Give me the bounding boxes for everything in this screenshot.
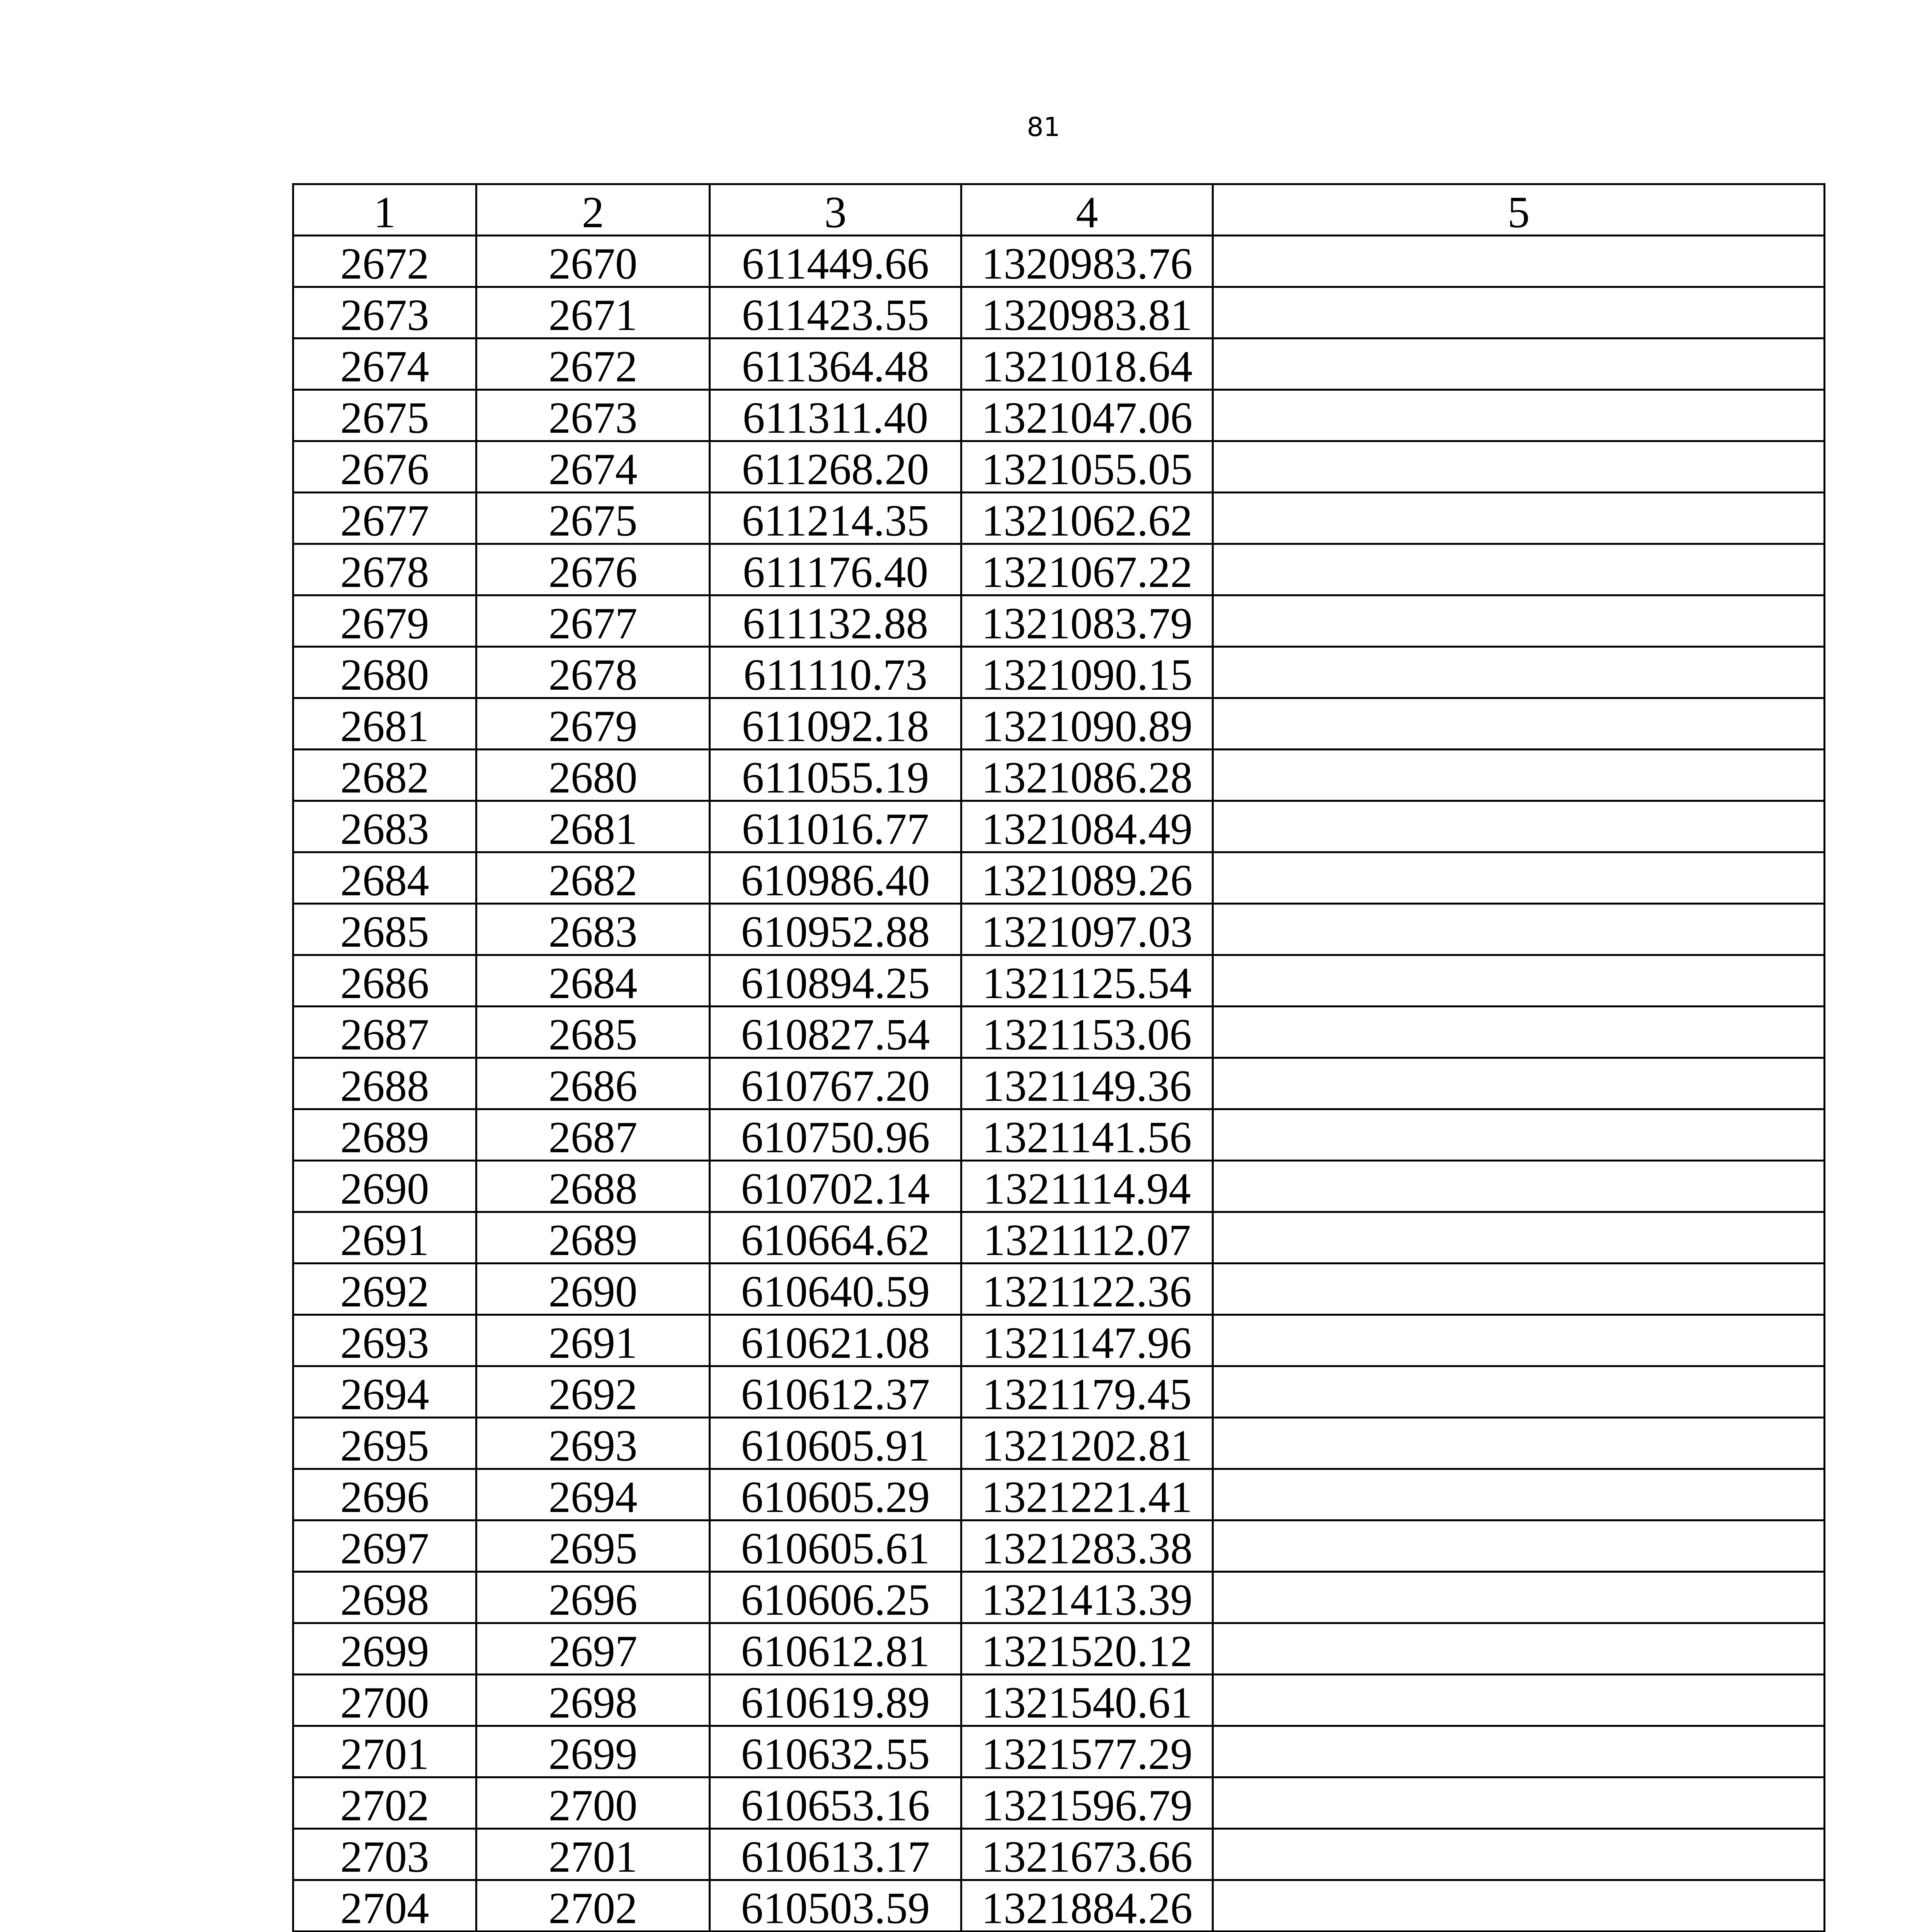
table-cell	[1213, 1726, 1825, 1777]
table-body	[293, 236, 1825, 1932]
table-cell: 2691	[293, 1212, 476, 1264]
table-cell	[1213, 1161, 1825, 1212]
table-row	[293, 750, 1825, 801]
table-cell: 1321413.39	[961, 1572, 1213, 1623]
table-cell: 2673	[293, 287, 476, 338]
table-cell: 2674	[293, 338, 476, 390]
table-cell: 610605.91	[710, 1418, 961, 1469]
table-row	[293, 1109, 1825, 1161]
table-cell: 1321090.89	[961, 698, 1213, 750]
table-cell	[1213, 904, 1825, 955]
table-cell: 1321086.28	[961, 750, 1213, 801]
table-row	[293, 1264, 1825, 1315]
table-row	[293, 1829, 1825, 1880]
table-cell: 610952.88	[710, 904, 961, 955]
table-cell	[1213, 698, 1825, 750]
table-row	[293, 236, 1825, 287]
table-cell: 2695	[476, 1520, 710, 1572]
table-cell	[1213, 595, 1825, 647]
table-cell: 2679	[293, 595, 476, 647]
table-cell: 610612.81	[710, 1623, 961, 1675]
table-cell	[1213, 1675, 1825, 1726]
table-cell: 2701	[476, 1829, 710, 1880]
table-cell: 2672	[476, 338, 710, 390]
table-cell: 2680	[476, 750, 710, 801]
table-cell: 1321114.94	[961, 1161, 1213, 1212]
table-row	[293, 390, 1825, 441]
table-cell: 610653.16	[710, 1777, 961, 1829]
table-cell: 1321018.64	[961, 338, 1213, 390]
table-cell: 2702	[476, 1880, 710, 1932]
table-cell: 2676	[293, 441, 476, 493]
column-header-1: 1	[293, 184, 476, 236]
table-cell: 1321221.41	[961, 1469, 1213, 1520]
table-cell: 611055.19	[710, 750, 961, 801]
table-cell: 610664.62	[710, 1212, 961, 1264]
column-header-3: 3	[710, 184, 961, 236]
table-cell: 2690	[293, 1161, 476, 1212]
table-cell	[1213, 1315, 1825, 1366]
table-row	[293, 493, 1825, 544]
table-cell: 610605.29	[710, 1469, 961, 1520]
table-cell	[1213, 338, 1825, 390]
table-cell	[1213, 1418, 1825, 1469]
table-cell: 611016.77	[710, 801, 961, 852]
table-cell: 2692	[293, 1264, 476, 1315]
column-header-2: 2	[476, 184, 710, 236]
table-row	[293, 904, 1825, 955]
table-cell: 2682	[476, 852, 710, 904]
table-cell: 2700	[293, 1675, 476, 1726]
table-row	[293, 1418, 1825, 1469]
table-cell: 610632.55	[710, 1726, 961, 1777]
table-cell: 610827.54	[710, 1007, 961, 1058]
table-cell: 2679	[476, 698, 710, 750]
table-cell: 610894.25	[710, 955, 961, 1007]
table-cell: 2691	[476, 1315, 710, 1366]
table-cell: 1321125.54	[961, 955, 1213, 1007]
table-cell: 611449.66	[710, 236, 961, 287]
table-cell: 611311.40	[710, 390, 961, 441]
table-cell: 1321097.03	[961, 904, 1213, 955]
table-row	[293, 1572, 1825, 1623]
table-cell: 2688	[293, 1058, 476, 1109]
table-row	[293, 1520, 1825, 1572]
table-cell: 2677	[476, 595, 710, 647]
table-cell	[1213, 1829, 1825, 1880]
table-cell: 2676	[476, 544, 710, 595]
table-cell	[1213, 1366, 1825, 1418]
table-row	[293, 852, 1825, 904]
table-cell: 610767.20	[710, 1058, 961, 1109]
table-cell	[1213, 801, 1825, 852]
table-row	[293, 441, 1825, 493]
table-cell: 1321577.29	[961, 1726, 1213, 1777]
table-cell: 2694	[293, 1366, 476, 1418]
table-cell: 1321141.56	[961, 1109, 1213, 1161]
table-row	[293, 1623, 1825, 1675]
table-cell: 1321596.79	[961, 1777, 1213, 1829]
table-cell	[1213, 1777, 1825, 1829]
table-cell: 2700	[476, 1777, 710, 1829]
table-cell: 611132.88	[710, 595, 961, 647]
table-cell: 1321047.06	[961, 390, 1213, 441]
table-cell: 2692	[476, 1366, 710, 1418]
table-cell: 2674	[476, 441, 710, 493]
table-cell: 1321149.36	[961, 1058, 1213, 1109]
table-cell: 2697	[476, 1623, 710, 1675]
table-row	[293, 801, 1825, 852]
table-row	[293, 1315, 1825, 1366]
table-cell: 1321540.61	[961, 1675, 1213, 1726]
table-row	[293, 647, 1825, 698]
table-cell: 1321067.22	[961, 544, 1213, 595]
table-row	[293, 1469, 1825, 1520]
table-cell: 610503.59	[710, 1880, 961, 1932]
table-cell: 1321112.07	[961, 1212, 1213, 1264]
table-cell: 2680	[293, 647, 476, 698]
table-cell: 2671	[476, 287, 710, 338]
table-cell: 611268.20	[710, 441, 961, 493]
table-row	[293, 1212, 1825, 1264]
table-cell: 2682	[293, 750, 476, 801]
table-cell: 2678	[293, 544, 476, 595]
column-header-4: 4	[961, 184, 1213, 236]
table-cell: 1320983.81	[961, 287, 1213, 338]
table-cell: 2681	[476, 801, 710, 852]
table-cell: 1321520.12	[961, 1623, 1213, 1675]
table-cell: 610605.61	[710, 1520, 961, 1572]
table-row	[293, 1161, 1825, 1212]
table-row	[293, 338, 1825, 390]
table-cell: 2688	[476, 1161, 710, 1212]
table-cell: 2693	[293, 1315, 476, 1366]
coordinates-table	[292, 183, 1825, 1932]
table-cell: 1321122.36	[961, 1264, 1213, 1315]
table-cell	[1213, 493, 1825, 544]
table-row	[293, 955, 1825, 1007]
table-cell: 2698	[476, 1675, 710, 1726]
table-cell: 610613.17	[710, 1829, 961, 1880]
table-cell: 610702.14	[710, 1161, 961, 1212]
table-cell: 610621.08	[710, 1315, 961, 1366]
table-row	[293, 287, 1825, 338]
table-cell: 2687	[293, 1007, 476, 1058]
table-cell: 2696	[293, 1469, 476, 1520]
table-cell: 2690	[476, 1264, 710, 1315]
table-cell: 1321089.26	[961, 852, 1213, 904]
table-cell: 2699	[476, 1726, 710, 1777]
table-cell	[1213, 1264, 1825, 1315]
table-cell: 2701	[293, 1726, 476, 1777]
column-header-5: 5	[1213, 184, 1825, 236]
table-cell	[1213, 1058, 1825, 1109]
table-cell	[1213, 544, 1825, 595]
table-cell: 2673	[476, 390, 710, 441]
table-cell: 2704	[293, 1880, 476, 1932]
table-cell: 2693	[476, 1418, 710, 1469]
table-cell: 1321153.06	[961, 1007, 1213, 1058]
table-row	[293, 698, 1825, 750]
table-cell	[1213, 1572, 1825, 1623]
table-cell: 2684	[476, 955, 710, 1007]
table-cell	[1213, 647, 1825, 698]
table-cell: 2687	[476, 1109, 710, 1161]
table-cell: 2698	[293, 1572, 476, 1623]
table-cell: 611176.40	[710, 544, 961, 595]
table-cell: 2689	[293, 1109, 476, 1161]
page-number: 81	[1027, 112, 1060, 143]
table-cell: 2681	[293, 698, 476, 750]
table-cell: 2675	[476, 493, 710, 544]
table-cell: 2678	[476, 647, 710, 698]
table-cell: 2675	[293, 390, 476, 441]
table-cell: 1321090.15	[961, 647, 1213, 698]
table-cell	[1213, 441, 1825, 493]
table-cell	[1213, 1109, 1825, 1161]
table-cell	[1213, 1520, 1825, 1572]
table-cell: 2685	[293, 904, 476, 955]
table-cell: 2684	[293, 852, 476, 904]
table-row	[293, 1366, 1825, 1418]
table-cell	[1213, 1880, 1825, 1932]
table-cell	[1213, 1007, 1825, 1058]
table-cell: 1321055.05	[961, 441, 1213, 493]
table-header-row	[293, 184, 1825, 236]
table-cell: 2683	[293, 801, 476, 852]
table-cell: 1321202.81	[961, 1418, 1213, 1469]
table-cell	[1213, 236, 1825, 287]
table-cell	[1213, 287, 1825, 338]
table-cell: 610619.89	[710, 1675, 961, 1726]
table-cell	[1213, 955, 1825, 1007]
table-cell	[1213, 852, 1825, 904]
table-cell: 1321283.38	[961, 1520, 1213, 1572]
table-cell: 611214.35	[710, 493, 961, 544]
table-cell: 2677	[293, 493, 476, 544]
table-cell: 611110.73	[710, 647, 961, 698]
table-cell: 611092.18	[710, 698, 961, 750]
table-cell: 2696	[476, 1572, 710, 1623]
table-cell: 1321884.26	[961, 1880, 1213, 1932]
table-cell: 1321673.66	[961, 1829, 1213, 1880]
table-cell: 2689	[476, 1212, 710, 1264]
table-cell: 2695	[293, 1418, 476, 1469]
table-cell: 610612.37	[710, 1366, 961, 1418]
table-cell: 2697	[293, 1520, 476, 1572]
table-cell: 610606.25	[710, 1572, 961, 1623]
table-cell: 1321179.45	[961, 1366, 1213, 1418]
table-cell: 610986.40	[710, 852, 961, 904]
table-cell: 610750.96	[710, 1109, 961, 1161]
table-row	[293, 1880, 1825, 1932]
table-cell: 1321147.96	[961, 1315, 1213, 1366]
table-cell: 2694	[476, 1469, 710, 1520]
table-cell	[1213, 390, 1825, 441]
table-row	[293, 595, 1825, 647]
table-cell: 2699	[293, 1623, 476, 1675]
table-row	[293, 1058, 1825, 1109]
table-row	[293, 544, 1825, 595]
table-cell: 1321083.79	[961, 595, 1213, 647]
table-row	[293, 1007, 1825, 1058]
table-row	[293, 1726, 1825, 1777]
table-cell: 2703	[293, 1829, 476, 1880]
table-cell: 2702	[293, 1777, 476, 1829]
table-cell: 611364.48	[710, 338, 961, 390]
table-row	[293, 1777, 1825, 1829]
table-cell: 2672	[293, 236, 476, 287]
table-cell	[1213, 750, 1825, 801]
table-cell	[1213, 1623, 1825, 1675]
table-cell: 1320983.76	[961, 236, 1213, 287]
table-row	[293, 1675, 1825, 1726]
table-cell: 2685	[476, 1007, 710, 1058]
table-cell: 1321062.62	[961, 493, 1213, 544]
table-cell: 2686	[293, 955, 476, 1007]
table-cell	[1213, 1212, 1825, 1264]
table-cell	[1213, 1469, 1825, 1520]
table-cell: 2683	[476, 904, 710, 955]
table-cell: 1321084.49	[961, 801, 1213, 852]
table-cell: 2670	[476, 236, 710, 287]
table-cell: 2686	[476, 1058, 710, 1109]
table-cell: 611423.55	[710, 287, 961, 338]
table-cell: 610640.59	[710, 1264, 961, 1315]
